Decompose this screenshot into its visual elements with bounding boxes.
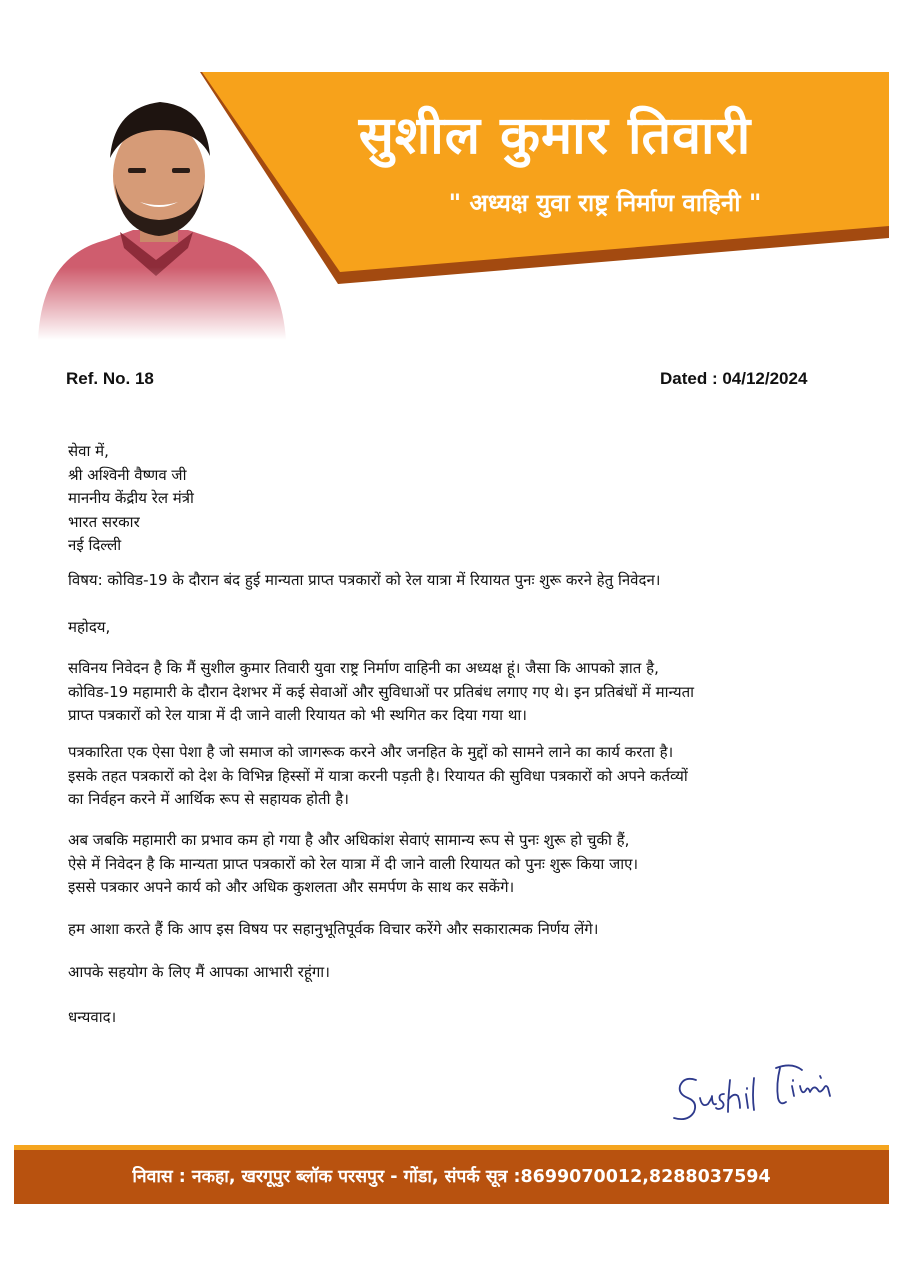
paragraph-line: ऐसे में निवेदन है कि मान्यता प्राप्त पत्रकारों को रेल यात्रा में दी जाने वाली रियायत को पुनः शुरू किया जाए।	[68, 854, 639, 873]
header-designation: " अध्यक्ष युवा राष्ट्र निर्माण वाहिनी "	[448, 189, 762, 217]
body-paragraph-5	[68, 961, 838, 985]
body-paragraph-3	[68, 829, 838, 900]
footer-bar	[14, 1150, 889, 1204]
address-line: सेवा में,	[68, 442, 109, 460]
paragraph-line: पत्रकारिता एक ऐसा पेशा है जो समाज को जागरूक करने और जनहित के मुद्दों को सामने लाने का कार्य करता है।	[68, 743, 674, 761]
salutation-text: महोदय,	[68, 618, 111, 636]
letter-date: Dated : 04/12/2024	[660, 369, 808, 388]
body-paragraph-1	[68, 657, 838, 728]
subject-text: विषय: कोविड-19 के दौरान बंद हुई मान्यता प्राप्त पत्रकारों को रेल यात्रा में रियायत पुनः शुरू करने हेतु निवेदन।	[68, 571, 661, 589]
paragraph-line: इसके तहत पत्रकारों को देश के विभिन्न हिस्सों में यात्रा करनी पड़ती है। रियायत की सुविधा पत्रकारों को अपने कर्तव्यों	[68, 766, 688, 785]
address-line: माननीय केंद्रीय रेल मंत्री	[68, 489, 194, 507]
address-line: नई दिल्ली	[68, 536, 122, 554]
recipient-address	[68, 440, 194, 558]
body-paragraph-2	[68, 741, 838, 812]
closing-text: धन्यवाद।	[68, 1008, 117, 1026]
signature	[668, 1050, 838, 1130]
paragraph-line: का निर्वहन करने में आर्थिक रूप से सहायक होती है।	[68, 790, 349, 808]
paragraph-line: प्राप्त पत्रकारों को रेल यात्रा में दी जाने वाली रियायत को भी स्थगित कर दिया गया था।	[68, 706, 527, 724]
address-line: श्री अश्विनी वैष्णव जी	[68, 465, 187, 484]
body-paragraph-4	[68, 918, 838, 942]
subject-line	[68, 569, 838, 593]
paragraph-line: आपके सहयोग के लिए मैं आपका आभारी रहूंगा।	[68, 963, 330, 981]
paragraph-line: सविनय निवेदन है कि मैं सुशील कुमार तिवारी युवा राष्ट्र निर्माण वाहिनी का अध्यक्ष हूं। जैसा कि आपको ज्ञात है,	[68, 659, 659, 677]
paragraph-line: इससे पत्रकार अपने कार्य को और अधिक कुशलता और समर्पण के साथ कर सकेंगे।	[68, 878, 515, 896]
paragraph-line: हम आशा करते हैं कि आप इस विषय पर सहानुभूतिपूर्वक विचार करेंगे और सकारात्मक निर्णय लेंगे।	[68, 920, 599, 938]
reference-number: Ref. No. 18	[66, 369, 154, 388]
salutation	[68, 616, 838, 640]
closing	[68, 1006, 838, 1030]
header-name: सुशील कुमार तिवारी	[358, 106, 752, 166]
paragraph-line: अब जबकि महामारी का प्रभाव कम हो गया है और अधिकांश सेवाएं सामान्य रूप से पुनः शुरू हो चुकी हैं,	[68, 831, 630, 849]
profile-photo	[28, 80, 293, 340]
paragraph-line: कोविड-19 महामारी के दौरान देशभर में कई सेवाओं और सुविधाओं पर प्रतिबंध लगाए गए थे। इन प्रतिबंधों में मान्यता	[68, 682, 695, 701]
address-line: भारत सरकार	[68, 512, 140, 531]
footer-contact: निवास : नकहा, खरगूपुर ब्लॉक परसपुर - गोंडा, संपर्क सूत्र :8699070012,8288037594	[132, 1167, 771, 1187]
